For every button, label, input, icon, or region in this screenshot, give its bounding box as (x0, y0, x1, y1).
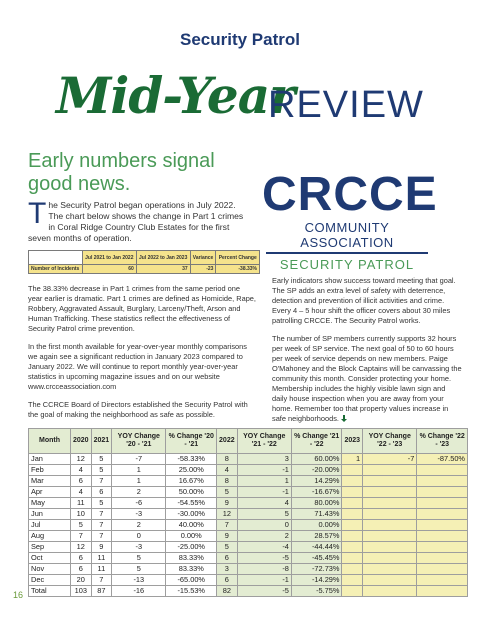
table-cell: 2 (112, 487, 166, 498)
table-cell (417, 520, 468, 531)
table-cell: 9 (217, 498, 238, 509)
monthly-header-cell: Month (29, 429, 71, 454)
intro-paragraph (28, 197, 250, 244)
month-cell: Dec (29, 575, 71, 586)
table-cell: -25.00% (166, 542, 217, 553)
table-cell: -72.73% (291, 564, 342, 575)
table-cell: 12 (71, 542, 92, 553)
month-cell: Jan (29, 454, 71, 465)
down-arrow-icon (341, 415, 347, 422)
monthly-header-row (29, 429, 468, 454)
table-cell: -65.00% (166, 575, 217, 586)
page-number: 16 (13, 590, 24, 600)
table-cell: -5.75% (291, 586, 342, 597)
table-cell: -30.00% (166, 509, 217, 520)
table-cell: 6 (91, 487, 112, 498)
table-cell: 11 (71, 498, 92, 509)
table-cell: 4 (237, 498, 291, 509)
month-cell: Feb (29, 465, 71, 476)
month-cell: Jul (29, 520, 71, 531)
summary-header-cell (29, 251, 83, 265)
table-cell (342, 487, 363, 498)
table-cell: -13 (112, 575, 166, 586)
table-cell: 11 (91, 553, 112, 564)
monthly-header-cell: % Change '22 - '23 (417, 429, 468, 454)
table-cell (342, 498, 363, 509)
table-cell: -45.45% (291, 553, 342, 564)
summary-row-label: Number of Incidents (29, 265, 83, 274)
table-cell: -4 (237, 542, 291, 553)
table-row (29, 465, 468, 476)
table-row (29, 564, 468, 575)
table-cell: -16 (112, 586, 166, 597)
month-cell: May (29, 498, 71, 509)
paragraph: The 38.33% decrease in Part 1 crimes from the same period one year earlier is dramatic. Part 1 crimes are defined as Homicide, Rape, Robbery, Aggravated Assault, Burglary, Larceny/Theft, Arson and Human Trafficking. These statistics reflect the effectiveness of Security Patrol crime prevention. (28, 284, 256, 333)
table-cell (342, 553, 363, 564)
table-cell: 1 (112, 465, 166, 476)
table-cell (417, 553, 468, 564)
paragraph (272, 334, 462, 424)
table-cell: 2 (112, 520, 166, 531)
left-column-text (28, 284, 256, 428)
table-cell: 10 (71, 509, 92, 520)
table-cell: 50.00% (166, 487, 217, 498)
table-cell (363, 575, 417, 586)
table-cell (363, 564, 417, 575)
headline-line-1: Early numbers signal (28, 150, 215, 172)
table-row (29, 487, 468, 498)
summary-table (28, 250, 260, 274)
table-cell: 14.29% (291, 476, 342, 487)
table-cell: 4 (71, 465, 92, 476)
table-cell: -5 (237, 553, 291, 564)
logo-wordmark: CRCCE (262, 168, 438, 221)
table-cell: -3 (112, 542, 166, 553)
table-cell: 12 (71, 454, 92, 465)
table-cell: 11 (91, 564, 112, 575)
table-cell: -1 (237, 465, 291, 476)
headline-line-2: good news. (28, 173, 131, 195)
table-cell (417, 564, 468, 575)
table-cell: 7 (91, 575, 112, 586)
table-cell: 25.00% (166, 465, 217, 476)
table-cell: 8 (217, 476, 238, 487)
month-cell: Nov (29, 564, 71, 575)
right-column-text (272, 276, 462, 432)
table-cell (342, 520, 363, 531)
table-cell: 83.33% (166, 564, 217, 575)
table-cell (363, 520, 417, 531)
table-cell: -5 (237, 586, 291, 597)
summary-cell: -38.33% (216, 265, 260, 274)
table-cell: 5 (237, 509, 291, 520)
table-cell: 4 (71, 487, 92, 498)
table-cell (417, 575, 468, 586)
table-cell: 3 (237, 454, 291, 465)
table-row (29, 520, 468, 531)
table-cell: 7 (91, 476, 112, 487)
table-row (29, 575, 468, 586)
summary-header-cell: Percent Change (216, 251, 260, 265)
table-cell: -7 (363, 454, 417, 465)
table-cell: 6 (71, 553, 92, 564)
table-cell: 87 (91, 586, 112, 597)
table-cell: 83.33% (166, 553, 217, 564)
table-row (29, 498, 468, 509)
table-cell: 1 (237, 476, 291, 487)
banner-script-title: Mid-Year (56, 66, 295, 125)
table-cell: 6 (71, 564, 92, 575)
table-row (29, 542, 468, 553)
table-cell (363, 476, 417, 487)
monthly-header-cell: % Change '21 - '22 (291, 429, 342, 454)
table-cell (417, 465, 468, 476)
table-cell: 8 (217, 454, 238, 465)
table-cell: 103 (71, 586, 92, 597)
table-cell: -14.29% (291, 575, 342, 586)
table-cell (342, 465, 363, 476)
table-cell: -15.53% (166, 586, 217, 597)
table-cell: 7 (217, 520, 238, 531)
banner-review-word: REVIEW (268, 84, 424, 126)
table-cell: -6 (112, 498, 166, 509)
table-cell (363, 498, 417, 509)
monthly-header-cell: 2023 (342, 429, 363, 454)
table-cell (417, 476, 468, 487)
table-cell: -58.33% (166, 454, 217, 465)
monthly-header-cell: YOY Change '21 - '22 (237, 429, 291, 454)
month-cell: Apr (29, 487, 71, 498)
monthly-header-cell: YOY Change '22 - '23 (363, 429, 417, 454)
table-cell: 40.00% (166, 520, 217, 531)
table-cell: 0 (112, 531, 166, 542)
table-cell (417, 509, 468, 520)
summary-header-cell: Jul 2022 to Jan 2023 (136, 251, 190, 265)
table-row (29, 586, 468, 597)
table-cell (363, 531, 417, 542)
table-cell: -3 (112, 509, 166, 520)
crcce-logo (262, 168, 438, 272)
paragraph: The CCRCE Board of Directors established the Security Patrol with the goal of making the neighborhood as safe as possible. (28, 400, 248, 419)
table-row (29, 531, 468, 542)
table-cell: 5 (112, 564, 166, 575)
intro-text: he Security Patrol began operations in July 2022. The chart below shows the change in Part 1 crimes in Coral Ridge Country Club Estates for the first seven months of operation. (28, 200, 244, 243)
drop-cap: T (28, 197, 47, 230)
table-cell: 20 (71, 575, 92, 586)
table-cell (342, 542, 363, 553)
table-cell: -44.44% (291, 542, 342, 553)
table-cell (363, 586, 417, 597)
monthly-header-cell: 2020 (71, 429, 92, 454)
table-cell: -54.55% (166, 498, 217, 509)
table-cell: 4 (217, 465, 238, 476)
table-cell: 9 (91, 542, 112, 553)
month-cell: Sep (29, 542, 71, 553)
table-cell: 6 (217, 553, 238, 564)
table-cell: 5 (112, 553, 166, 564)
month-cell: Aug (29, 531, 71, 542)
table-cell: -87.50% (417, 454, 468, 465)
monthly-table-body (29, 454, 468, 597)
table-cell (342, 476, 363, 487)
table-cell (342, 586, 363, 597)
table-cell: 60.00% (291, 454, 342, 465)
summary-cell: -23 (190, 265, 216, 274)
table-cell: 28.57% (291, 531, 342, 542)
table-cell (342, 575, 363, 586)
table-cell: -8 (237, 564, 291, 575)
table-cell (363, 509, 417, 520)
month-cell: Total (29, 586, 71, 597)
table-cell: 5 (91, 498, 112, 509)
table-cell: 7 (91, 531, 112, 542)
table-cell (363, 553, 417, 564)
table-cell: 71.43% (291, 509, 342, 520)
table-cell: 16.67% (166, 476, 217, 487)
table-cell: 82 (217, 586, 238, 597)
table-cell (342, 531, 363, 542)
table-cell: -1 (237, 575, 291, 586)
table-row (29, 509, 468, 520)
table-cell (363, 542, 417, 553)
table-cell: 5 (91, 465, 112, 476)
monthly-header-cell: 2021 (91, 429, 112, 454)
table-cell: -20.00% (291, 465, 342, 476)
monthly-comparison-table (28, 428, 468, 597)
table-cell: -1 (237, 487, 291, 498)
logo-community-line: COMMUNITY ASSOCIATION (300, 220, 394, 250)
table-cell: 80.00% (291, 498, 342, 509)
table-cell: 0.00% (291, 520, 342, 531)
table-cell: 5 (217, 487, 238, 498)
monthly-header-cell: % Change '20 - '21 (166, 429, 217, 454)
month-cell: Oct (29, 553, 71, 564)
table-cell: -16.67% (291, 487, 342, 498)
monthly-header-cell: 2022 (217, 429, 238, 454)
summary-data-row (29, 265, 260, 274)
table-cell: 0.00% (166, 531, 217, 542)
logo-divider (266, 252, 428, 254)
table-row (29, 454, 468, 465)
monthly-header-cell: YOY Change '20 - '21 (112, 429, 166, 454)
summary-header-cell: Variance (190, 251, 216, 265)
table-cell: -7 (112, 454, 166, 465)
table-row (29, 476, 468, 487)
table-cell: 7 (91, 520, 112, 531)
table-cell: 6 (217, 575, 238, 586)
table-cell: 2 (237, 531, 291, 542)
table-cell (417, 542, 468, 553)
table-cell: 12 (217, 509, 238, 520)
table-cell (342, 564, 363, 575)
logo-patrol-line: SECURITY PATROL (279, 256, 415, 272)
table-cell (363, 487, 417, 498)
table-cell (417, 531, 468, 542)
paragraph-text: The number of SP members currently supports 32 hours per week of SP service. The next goal of 50 to 60 hours per week of service depends on new members. Paige O'Mahoney and the Block Captains will be canvassing the community this month. Consider protecting your home. Membership includes the highly visible lawn sign and daily house inspection when you are away from your home. Remember too that property values increase in safe neighborhoods. (272, 334, 462, 423)
table-cell: 9 (217, 531, 238, 542)
section-title: Security Patrol (180, 30, 300, 49)
summary-cell: 37 (136, 265, 190, 274)
summary-header-row (29, 251, 260, 265)
table-cell (417, 586, 468, 597)
table-cell: 7 (71, 531, 92, 542)
table-cell (363, 465, 417, 476)
table-cell (342, 509, 363, 520)
table-cell: 0 (237, 520, 291, 531)
article-headline (28, 150, 215, 196)
table-row (29, 553, 468, 564)
table-cell: 1 (342, 454, 363, 465)
table-cell: 5 (71, 520, 92, 531)
table-cell: 7 (91, 509, 112, 520)
table-cell: 6 (71, 476, 92, 487)
table-cell (417, 487, 468, 498)
summary-cell: 60 (82, 265, 136, 274)
paragraph: Early indicators show success toward meeting that goal. The SP adds an extra level of safety with deterrence, detection and prevention of illicit activities and crime. Every 4 – 5 hour shift the officer covers about 30 miles patrolling CRCCE. The Security Patrol works. (272, 276, 456, 325)
table-cell: 5 (217, 542, 238, 553)
table-cell: 1 (112, 476, 166, 487)
summary-header-cell: Jul 2021 to Jan 2022 (82, 251, 136, 265)
month-cell: Jun (29, 509, 71, 520)
table-cell: 3 (217, 564, 238, 575)
month-cell: Mar (29, 476, 71, 487)
table-cell: 5 (91, 454, 112, 465)
table-cell (417, 498, 468, 509)
paragraph: In the first month available for year-over-year monthly comparisons we again see a significant reduction in January 2023 compared to January 2022. We will continue to report monthly year-over-year statistics in upcoming magazine issues and on our website www.crcceassociation.com (28, 342, 247, 391)
